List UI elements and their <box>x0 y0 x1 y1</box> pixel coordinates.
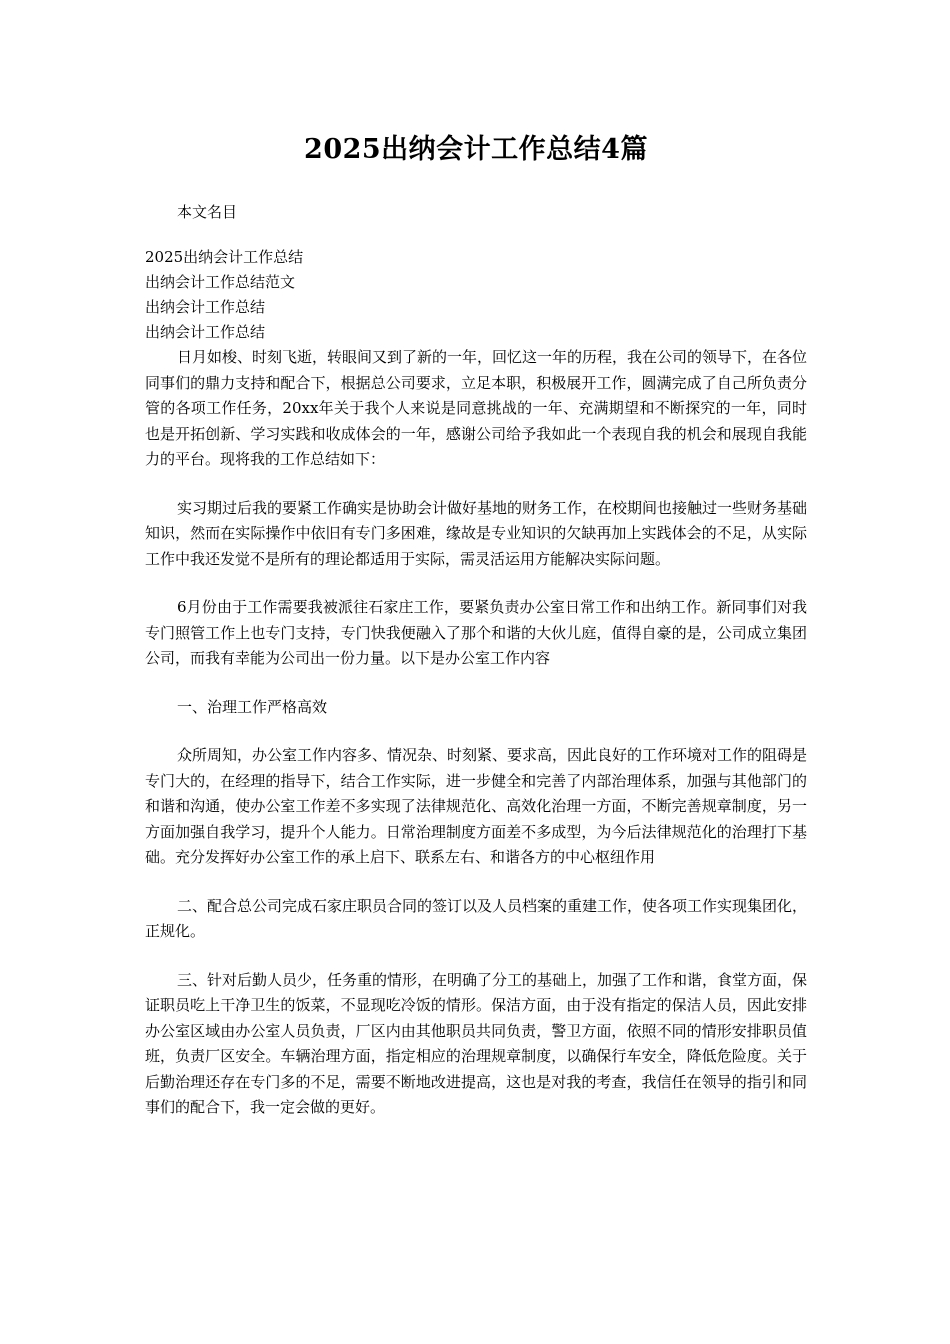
paragraph-spacer <box>145 572 807 595</box>
paragraph-spacer <box>145 871 807 894</box>
body-paragraph: 众所周知，办公室工作内容多、情况杂、时刻紧、要求高，因此良好的工作环境对工作的阻碍是专门大的，在经理的指导下，结合工作实际，进一步健全和完善了内部治理体系，加强与其他部门的和谐和沟通，使办公室工作差不多实现了法律规范化、高效化治理一方面，不断完善规章制度，另一方面加强自我学习，提升个人能力。日常治理制度方面差不多成型，为今后法律规范化的治理打下基础。充分发挥好办公室工作的承上启下、联系左右、和谐各方的中心枢纽作用 <box>145 746 808 866</box>
document-page <box>145 120 807 1121</box>
paragraph-spacer <box>145 473 807 496</box>
document-title: 2025出纳会计工作总结4篇 <box>304 134 648 165</box>
toc-item[interactable]: 出纳会计工作总结范文 <box>145 273 296 291</box>
toc-heading: 本文名目 <box>177 203 238 221</box>
body-paragraph: 三、针对后勤人员少，任务重的情形，在明确了分工的基础上，加强了工作和谐，食堂方面，保证职员吃上干净卫生的饭菜，不显现吃冷饭的情形。保洁方面，由于没有指定的保洁人员，因此安排办公室区域由办公室人员负责，厂区内由其他职员共同负责，警卫方面，依照不同的情形安排职员值班，负责厂区安全。车辆治理方面，指定相应的治理规章制度，以确保行车安全，降低危险度。关于后勤治理还存在专门多的不足，需要不断地改进提高，这也是对我的考查，我信任在领导的指引和同事们的配合下，我一定会做的更好。 <box>145 970 808 1116</box>
paragraph-spacer <box>145 945 807 968</box>
body-paragraph: 日月如梭、时刻飞逝，转眼间又到了新的一年，回忆这一年的历程，我在公司的领导下，在各位同事们的鼎力支持和配合下，根据总公司要求，立足本职，积极展开工作，圆满完成了自己所负责分管的各项工作任务，20xx年关于我个人来说是同意挑战的一年、充满期望和不断探究的一年，同时也是开拓创新、学习实践和收成体会的一年，感谢公司给予我如此一个表现自我的机会和展现自我能力的平台。现将我的工作总结如下： <box>145 348 808 468</box>
toc-item[interactable]: 2025出纳会计工作总结 <box>145 248 304 266</box>
toc-item[interactable]: 出纳会计工作总结 <box>145 323 266 341</box>
body-paragraph: 二、配合总公司完成石家庄职员合同的签订以及人员档案的重建工作，使各项工作实现集团化，正规化。 <box>145 896 808 940</box>
body-paragraph: 6月份由于工作需要我被派往石家庄工作，要紧负责办公室日常工作和出纳工作。新同事们对我专门照管工作上也专门支持，专门快我便融入了那个和谐的大伙儿庭，值得自豪的是，公司成立集团公司，而我有幸能为公司出一份力量。以下是办公室工作内容 <box>145 598 807 667</box>
paragraph-spacer <box>145 720 807 743</box>
body-paragraph: 实习期过后我的要紧工作确实是协助会计做好基地的财务工作，在校期间也接触过一些财务基础知识，然而在实际操作中依旧有专门多困难，缘故是专业知识的欠缺再加上实践体会的不足，从实际工作中我还发觉不是所有的理论都适用于实际，需灵活运用方能解决实际问题。 <box>145 498 808 568</box>
table-of-contents <box>145 245 807 345</box>
section-heading: 一、治理工作严格高效 <box>177 697 328 716</box>
toc-item[interactable]: 出纳会计工作总结 <box>145 298 266 316</box>
paragraph-spacer <box>145 672 807 695</box>
